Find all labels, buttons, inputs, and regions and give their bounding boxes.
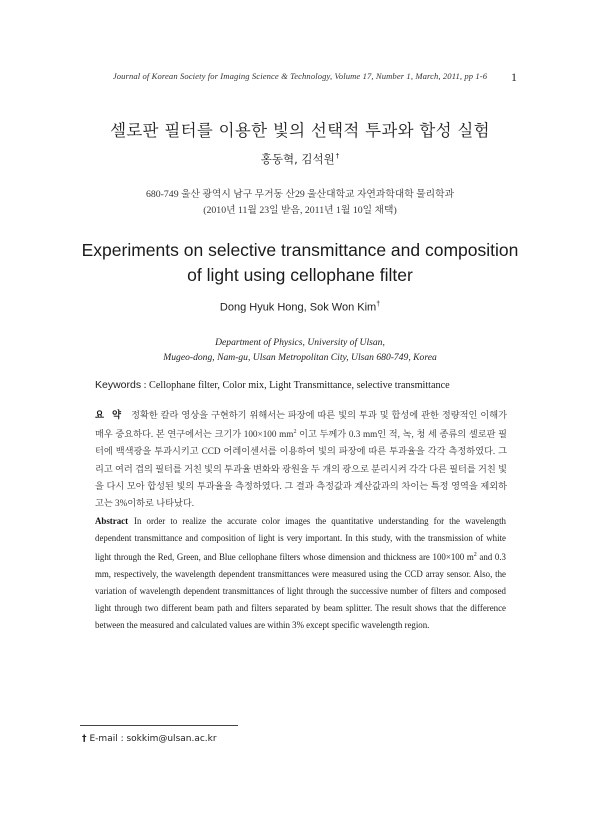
korean-authors xyxy=(0,151,600,167)
english-authors xyxy=(0,301,600,314)
korean-abstract xyxy=(95,407,507,512)
english-abstract-label: Abstract xyxy=(95,516,129,526)
page-number: 1 xyxy=(511,70,517,84)
english-abstract-sup: 2 xyxy=(473,552,477,558)
english-author-mark: † xyxy=(376,301,381,308)
korean-abstract-text-2: 이고 두께가 0.3 mm인 적, 녹, 청 세 종류의 셀로판 필터에 백색광을 투과시키고 CCD 어레이센서를 이용하여 빛의 파장에 따른 투과율을 각각 측정하였다. 그리고 여러 겹의 필터를 거친 빛의 투과율 변화와 광원을 두 개의 광으로 분리시켜 각각 다른 필터를 거친 빛을 다시 모아 합성된 빛의 투과율을 측정하였다. 그 결과 측정값과 계산값과의 차이는 특정 영역을 제외하고는 3%이하로 나타났다. xyxy=(95,429,508,509)
korean-author-names: 홍동혁, 김석원 xyxy=(260,152,335,166)
english-abstract-text-1: In order to realize the accurate color images the quantitative understanding for the wavelength dependent transmittance and composition of light is very important. In this study, with the transmission of white light through the Red, Green, and Blue cellophane filters whose dimension and thickness are 100×100 m xyxy=(95,516,506,562)
korean-abstract-sup: 2 xyxy=(293,429,297,436)
korean-title: 셀로판 필터를 이용한 빛의 선택적 투과와 합성 실험 xyxy=(110,121,490,140)
english-title-line2: of light using cellophane filter xyxy=(187,265,413,285)
english-affiliation-line2: Mugeo-dong, Nam-gu, Ulsan Metropolitan City, Ulsan 680-749, Korea xyxy=(163,352,437,363)
footnote-email: E-mail : sokkim@ulsan.ac.kr xyxy=(89,734,217,744)
english-abstract xyxy=(95,513,506,634)
korean-author-mark: † xyxy=(335,152,340,161)
english-affiliation-line1: Department of Physics, University of Ulsan, xyxy=(215,337,385,348)
english-title xyxy=(0,238,600,288)
english-author-names: Dong Hyuk Hong, Sok Won Kim xyxy=(219,301,377,314)
keywords-separator: : xyxy=(141,380,150,391)
english-affiliation-block xyxy=(0,335,600,365)
keywords-label: Keywords xyxy=(95,379,142,391)
korean-affiliation: 680-749 울산 광역시 남구 무거동 산29 울산대학교 자연과학대학 물리학과 xyxy=(145,189,455,200)
english-title-line1: Experiments on selective transmittance and composition xyxy=(81,240,519,260)
keywords xyxy=(95,379,515,391)
footnote xyxy=(82,734,217,744)
english-abstract-text-2: and 0.3 mm, respectively, the wavelength dependent transmittances were measured using the CCD array sensor. Also, the variation of wavelength dependent transmittances of light through the successive number of filters and composed light through two different beam path and filters separated by beam splitter. The result shows that the difference between the measured and calculated values are within 3% except specific wavelength region. xyxy=(95,551,506,630)
korean-affiliation-block xyxy=(0,187,600,219)
received-dates: (2010년 11월 23일 받음, 2011년 1월 10일 채택) xyxy=(203,205,397,216)
keywords-text: Cellophane filter, Color mix, Light Transmittance, selective transmittance xyxy=(149,380,450,391)
korean-abstract-text-1: 정확한 칼라 영상을 구현하기 위해서는 파장에 따른 빛의 투과 및 합성에 관한 정량적인 이해가 매우 중요하다. 본 연구에서는 크기가 100×100 mm xyxy=(95,410,507,440)
footnote-mark: † xyxy=(82,734,87,744)
footnote-divider xyxy=(80,725,238,726)
journal-header: Journal of Korean Society for Imaging Science & Technology, Volume 17, Number 1, March, 2011, pp 1-6 xyxy=(112,71,488,81)
korean-abstract-label: 요 약 xyxy=(95,410,124,421)
